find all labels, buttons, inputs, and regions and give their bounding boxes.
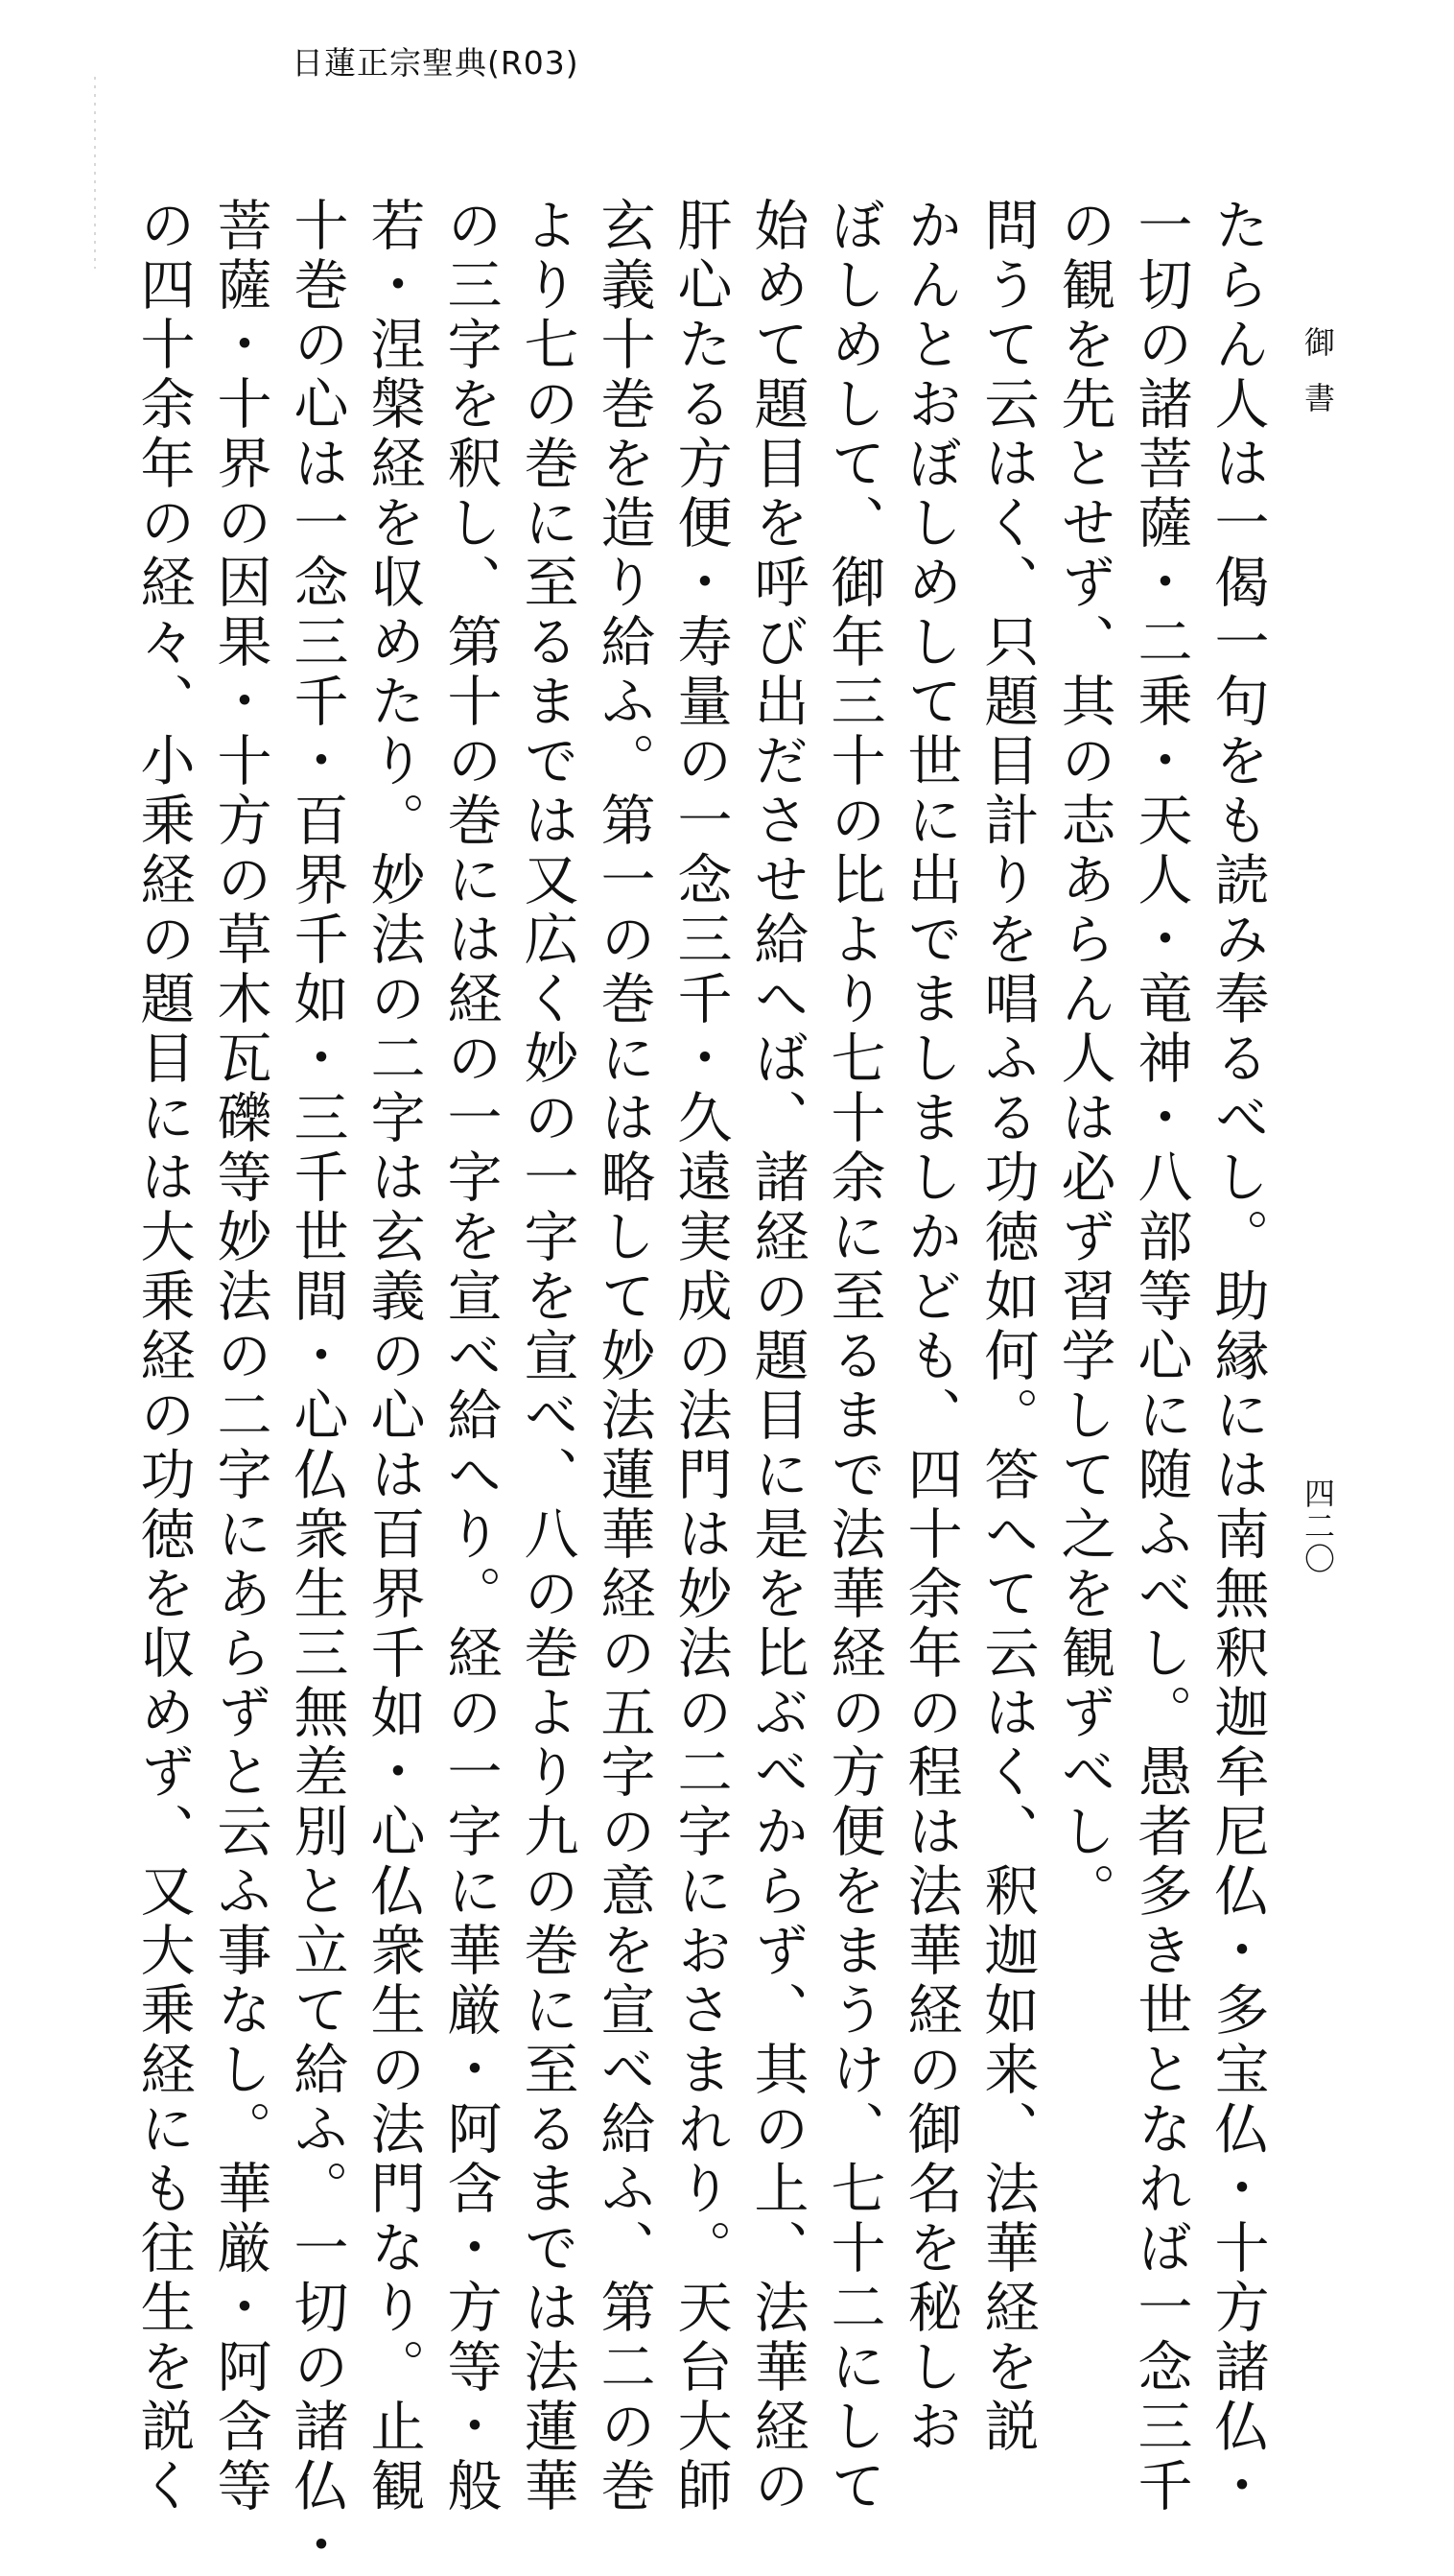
text-line: の三字を釈し、第十の巻には経の一字を宣べ給へり。経の一字に華厳・阿含・方等・般 (438, 197, 502, 2517)
text-line: 十巻の心は一念三千・百界千如・三千世間・心仏衆生三無差別と立て給ふ。一切の諸仏・ (285, 197, 348, 2576)
page-number: 四二〇 (1300, 1477, 1336, 1575)
running-head: 御書 (1300, 326, 1336, 437)
text-line: 一切の諸菩薩・二乗・天人・竜神・八部等心に随ふべし。愚者多き世となれば一念三千 (1129, 197, 1192, 2517)
document-title: 日蓮正宗聖典(R03) (292, 44, 579, 82)
text-line: の観を先とせず、其の志あらん人は必ず習学して之を観ずべし。 (1052, 197, 1115, 1922)
text-line: の四十余年の経々、小乗経の題目には大乗経の功徳を収めず、又大乗経にも往生を説く (131, 197, 195, 2517)
text-line: 問うて云はく、只題目計りを唱ふる功徳如何。答へて云はく、釈迦如来、法華経を説 (975, 197, 1039, 2457)
text-line: かんとおぼしめして世に出でましましかども、四十余年の程は法華経の御名を秘しお (899, 197, 962, 2457)
text-line: 肝心たる方便・寿量の一念三千・久遠実成の法門は妙法の二字におさまれり。天台大師 (668, 197, 732, 2517)
scan-artifact (94, 77, 96, 269)
text-line: たらん人は一偈一句をも読み奉るべし。助縁には南無釈迦牟尼仏・多宝仏・十方諸仏・ (1206, 197, 1269, 2517)
text-line: 始めて題目を呼び出ださせ給へば、諸経の題目に是を比ぶべからず、其の上、法華経の (745, 197, 809, 2517)
body-text (131, 197, 1276, 2576)
text-line: 玄義十巻を造り給ふ。第一の巻には略して妙法蓮華経の五字の意を宣べ給ふ、第二の巻 (592, 197, 655, 2517)
text-line: より七の巻に至るまでは又広く妙の一字を宣べ、八の巻より九の巻に至るまでは法蓮華 (515, 197, 578, 2517)
text-line: ぼしめして、御年三十の比より七十余に至るまで法華経の方便をまうけ、七十二にして (822, 197, 885, 2517)
text-line: 若・涅槃経を収めたり。妙法の二字は玄義の心は百界千如・心仏衆生の法門なり。止観 (362, 197, 425, 2517)
text-line: 菩薩・十界の因果・十方の草木瓦礫等妙法の二字にあらずと云ふ事なし。華厳・阿含等 (208, 197, 271, 2517)
